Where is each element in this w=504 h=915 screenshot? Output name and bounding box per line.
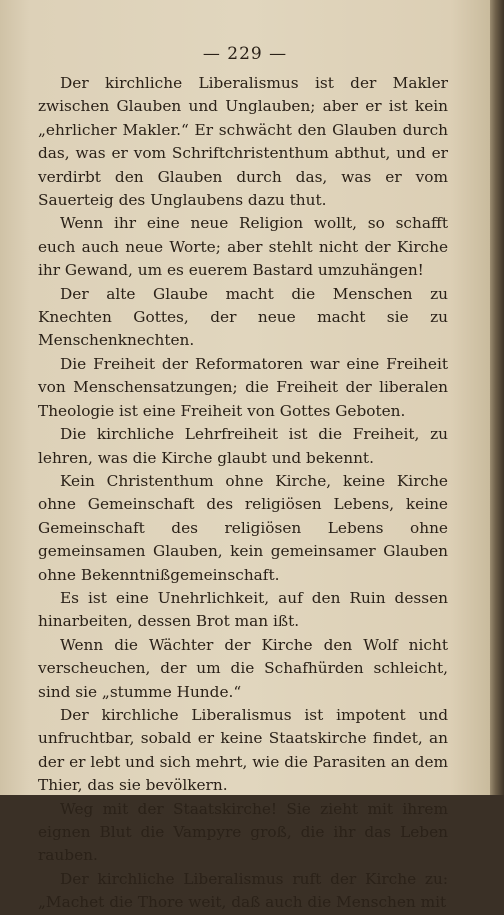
paragraph: Der kirchliche Liberalismus ruft der Kirche zu: „Machet die Thore weit, daß auch die Menschen mit <box>38 869 448 912</box>
paragraph: Der alte Glaube macht die Menschen zu Knechten Gottes, der neue macht sie zu Menschenknechten. <box>38 284 448 350</box>
paragraph: Kein Christenthum ohne Kirche, keine Kirche ohne Gemeinschaft des religiösen Lebens, keine Gemeinschaft des religiösen Lebens ohne gemeinsamen Glauben, kein gemeinsamer Glauben ohne Bekenntnißgemeinschaft. <box>38 471 448 584</box>
paragraph: Wenn ihr eine neue Religion wollt, so schafft euch auch neue Worte; aber stehlt nicht der Kirche ihr Gewand, um es euerem Bastard umzuhängen! <box>38 214 448 280</box>
page-number: — 229 — <box>202 44 288 64</box>
paragraph: Weg mit der Staatskirche! Sie zieht mit ihrem eignen Blut die Vampyre groß, die ihr das Leben rauben. <box>38 799 448 865</box>
paragraph: Der kirchliche Liberalismus ist der Makler zwischen Glauben und Unglauben; aber er ist kein „ehrlicher Makler.“ Er schwächt den Glauben durch das, was er vom Schriftchristenthum abthut, und er verdirbt den Glauben durch das, was er vom Sauerteig des Unglaubens dazu thut. <box>38 74 448 210</box>
body-text <box>38 72 448 915</box>
paragraph: Die Freiheit der Reformatoren war eine Freiheit von Menschensatzungen; die Freiheit der liberalen Theologie ist eine Freiheit von Gottes Geboten. <box>38 354 448 420</box>
paragraph: Wenn die Wächter der Kirche den Wolf nicht verscheuchen, der um die Schafhürden schleicht, sind sie „stumme Hunde.“ <box>38 635 448 701</box>
book-edge <box>490 0 504 795</box>
paragraph: Der kirchliche Liberalismus ist impotent und unfruchtbar, sobald er keine Staatskirche findet, an der er lebt und sich mehrt, wie die Parasiten an dem Thier, das sie bevölkern. <box>38 705 448 795</box>
paragraph: Die kirchliche Lehrfreiheit ist die Freiheit, zu lehren, was die Kirche glaubt und bekennt. <box>38 425 448 467</box>
paragraph: Es ist eine Unehrlichkeit, auf den Ruin dessen hinarbeiten, dessen Brot man ißt. <box>38 588 448 631</box>
